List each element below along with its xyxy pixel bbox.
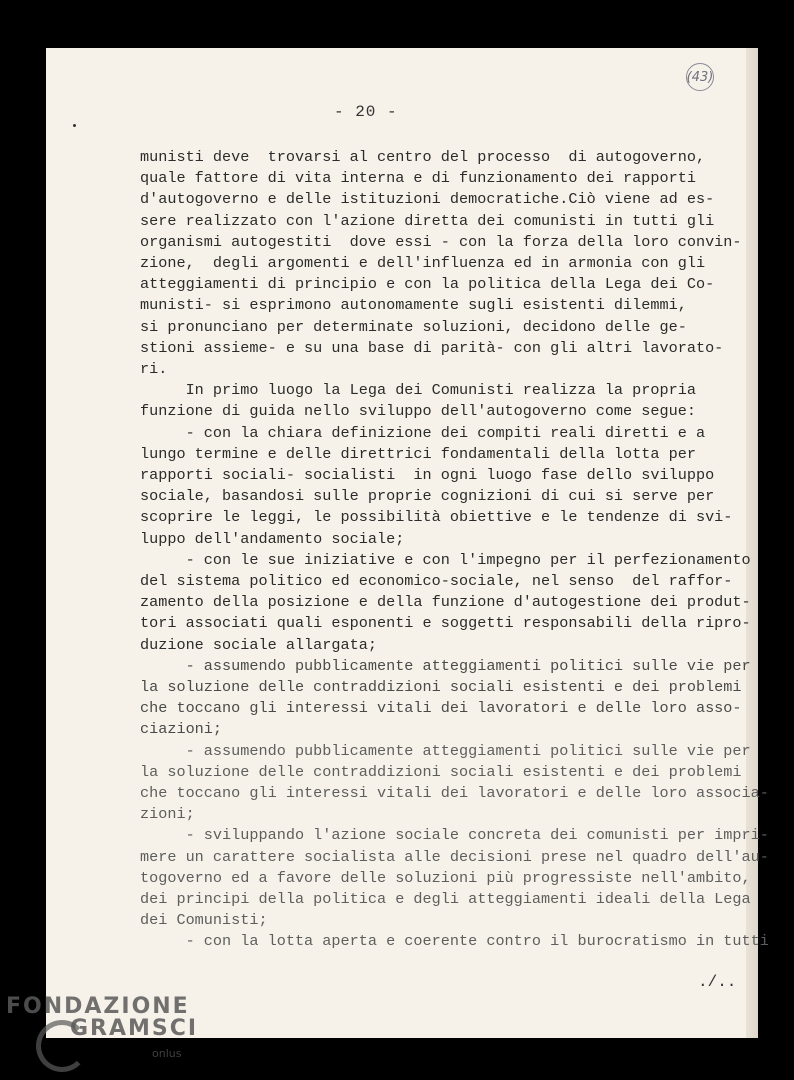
watermark-logo	[6, 994, 199, 1060]
text-line: del sistema politico ed economico-sociale, nel senso del raffor-	[140, 572, 733, 590]
text-line: togoverno ed a favore delle soluzioni più progressiste nell'ambito,	[140, 868, 751, 887]
text-line: ciazioni;	[140, 720, 223, 739]
text-line: munisti- si esprimono autonomamente sugli esistenti dilemmi,	[140, 296, 687, 315]
text-line: In primo luogo la Lega dei Comunisti realizza la propria	[140, 381, 696, 400]
ink-dot	[73, 124, 76, 127]
text-line: - con la lotta aperta e coerente contro il burocratismo in tutti	[140, 932, 769, 951]
logo-line-1: FONDAZIONE	[6, 994, 190, 1019]
text-line: d'autogoverno e delle istituzioni democratiche.Ciò viene ad es-	[140, 190, 715, 209]
text-line: stioni assieme- e su una base di parità- con gli altri lavorato-	[140, 338, 724, 357]
text-line: - con la chiara definizione dei compiti reali diretti e a	[140, 423, 706, 442]
logo-line-3: onlus	[152, 1047, 182, 1060]
text-line: atteggiamenti di principio e con la politica della Lega dei Co-	[140, 275, 715, 294]
text-line: sociale, basandosi sulle proprie cognizioni di cui si serve per	[140, 487, 715, 506]
text-line: mere un carattere socialista alle decisioni prese nel quadro dell'au-	[140, 847, 769, 866]
text-line: munisti deve trovarsi al centro del processo di autogoverno,	[140, 148, 706, 166]
page-number: - 20 -	[334, 103, 398, 121]
text-line: funzione di guida nello sviluppo dell'autogoverno come segue:	[140, 402, 696, 421]
logo-line-2: GRAMSCI	[70, 1016, 199, 1041]
continuation-mark: ./..	[698, 973, 737, 991]
text-line: organismi autogestiti dove essi - con la forza della loro convin-	[140, 232, 742, 251]
text-line: la soluzione delle contraddizioni sociali esistenti e dei problemi	[140, 762, 742, 781]
text-line: la soluzione delle contraddizioni sociali esistenti e dei problemi	[140, 678, 742, 696]
archive-stamp: (43)	[686, 63, 714, 91]
text-line: rapporti sociali- socialisti in ogni luogo fase dello sviluppo	[140, 466, 715, 484]
text-line: zione, degli argomenti e dell'influenza ed in armonia con gli	[140, 254, 706, 272]
text-line: - assumendo pubblicamente atteggiamenti politici sulle vie per	[140, 741, 751, 760]
text-line: - sviluppando l'azione sociale concreta dei comunisti per impri-	[140, 826, 769, 845]
text-line: ri.	[140, 360, 168, 378]
text-line: luppo dell'andamento sociale;	[140, 529, 405, 548]
text-line: quale fattore di vita interna e di funzionamento dei rapporti	[140, 169, 696, 188]
text-line: scoprire le leggi, le possibilità obiettive e le tendenze di svi-	[140, 508, 733, 527]
text-line: - assumendo pubblicamente atteggiamenti politici sulle vie per	[140, 656, 751, 675]
text-line: lungo termine e delle direttrici fondamentali della lotta per	[140, 444, 696, 463]
text-line: si pronunciano per determinate soluzioni, decidono delle ge-	[140, 317, 687, 336]
text-line: tori associati quali esponenti e soggetti responsabili della ripro-	[140, 614, 751, 633]
text-line: che toccano gli interessi vitali dei lavoratori e delle loro asso-	[140, 699, 742, 718]
text-line: zioni;	[140, 805, 195, 824]
text-line: dei Comunisti;	[140, 911, 268, 930]
text-line: dei principi della politica e degli atteggiamenti ideali della Lega	[140, 890, 751, 908]
text-line: duzione sociale allargata;	[140, 635, 377, 654]
text-line: sere realizzato con l'azione diretta dei comunisti in tutti gli	[140, 211, 715, 230]
text-line: - con le sue iniziative e con l'impegno per il perfezionamento	[140, 550, 751, 569]
text-line: zamento della posizione e della funzione d'autogestione dei produt-	[140, 593, 751, 612]
text-line: che toccano gli interessi vitali dei lavoratori e delle loro associa-	[140, 784, 769, 802]
